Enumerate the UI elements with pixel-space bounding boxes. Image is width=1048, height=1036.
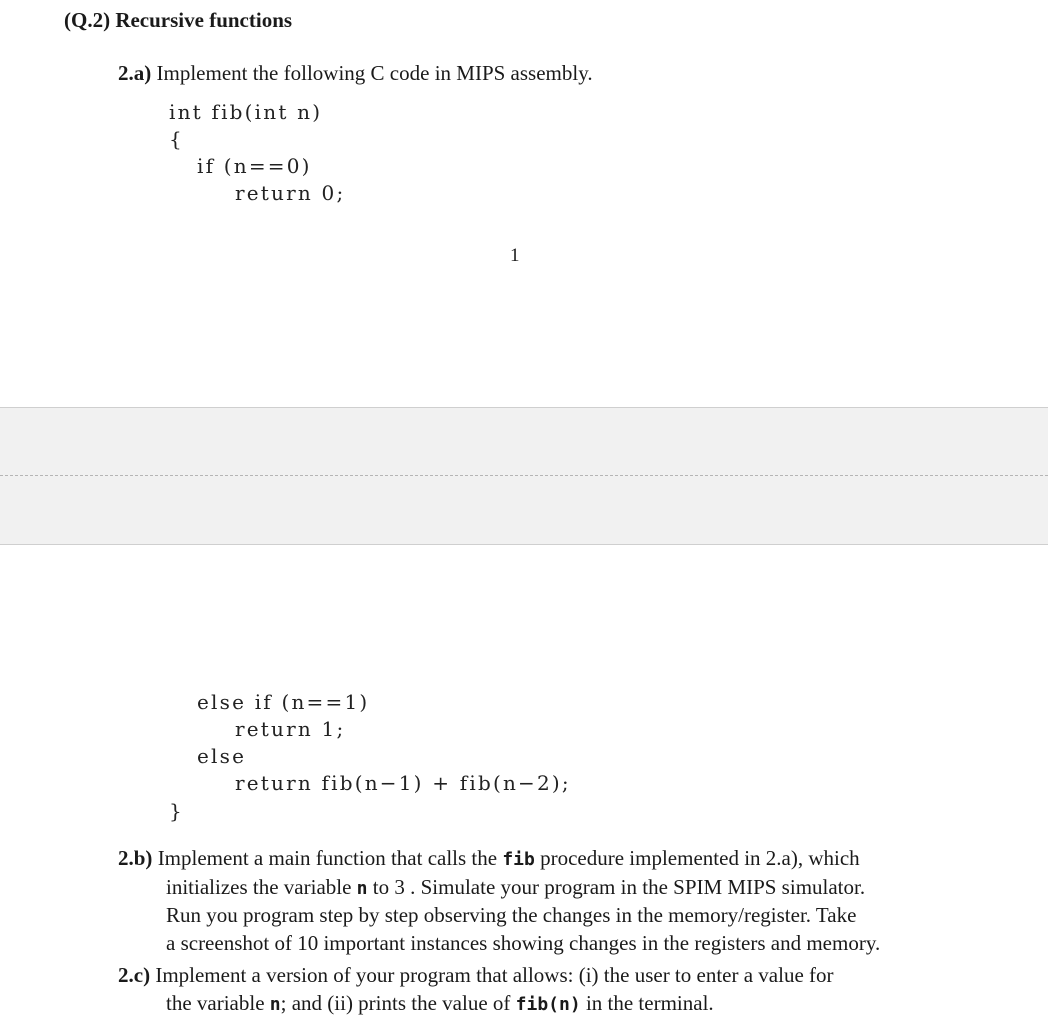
code-line: if (n==0) <box>197 154 312 178</box>
part-b-label: 2.b) <box>118 846 153 870</box>
inline-code: fib <box>502 849 535 870</box>
page-break-divider <box>0 475 1048 476</box>
code-line: return fib(n−1) + fib(n−2); <box>235 771 571 795</box>
code-line: return 0; <box>235 181 346 205</box>
part-c-text: ; and (ii) prints the value of <box>280 990 516 1015</box>
inline-code: fib(n) <box>515 993 581 1015</box>
page-gap <box>0 407 1048 545</box>
part-b-text: to 3 . Simulate your program in the SPIM MIPS simulator. <box>367 874 866 899</box>
part-b-text: a screenshot of 10 important instances showing changes in the registers and memory. <box>166 930 881 955</box>
question-title: (Q.2) Recursive functions <box>64 8 293 32</box>
part-b-text: procedure implemented in 2.a), which <box>534 846 860 870</box>
part-b-text: Run you program step by step observing the changes in the memory/register. Take <box>166 903 857 927</box>
code-line: else <box>197 744 247 768</box>
part-a-text: Implement the following C code in MIPS assembly. <box>156 61 593 85</box>
code-line: else if (n==1) <box>197 690 370 714</box>
part-a-label: 2.a) <box>118 61 152 85</box>
part-b-text: initializes the variable <box>166 874 357 899</box>
part-b-paragraph <box>118 845 880 957</box>
inline-code: n <box>356 877 368 899</box>
part-c-paragraph <box>118 962 834 1018</box>
part-c-text: the variable <box>166 990 270 1015</box>
code-line: } <box>169 799 184 823</box>
code-line: return 1; <box>235 717 346 741</box>
part-c-text: Implement a version of your program that allows: (i) the user to enter a value for <box>155 963 834 987</box>
part-a-heading <box>118 61 593 86</box>
page-number: 1 <box>510 245 520 266</box>
part-c-label: 2.c) <box>118 963 151 987</box>
inline-code: n <box>269 993 281 1015</box>
code-line: int fib(int n) <box>169 100 323 124</box>
part-c-text: in the terminal. <box>580 990 714 1015</box>
part-b-text: Implement a main function that calls the <box>157 846 503 870</box>
code-line: { <box>169 127 184 151</box>
